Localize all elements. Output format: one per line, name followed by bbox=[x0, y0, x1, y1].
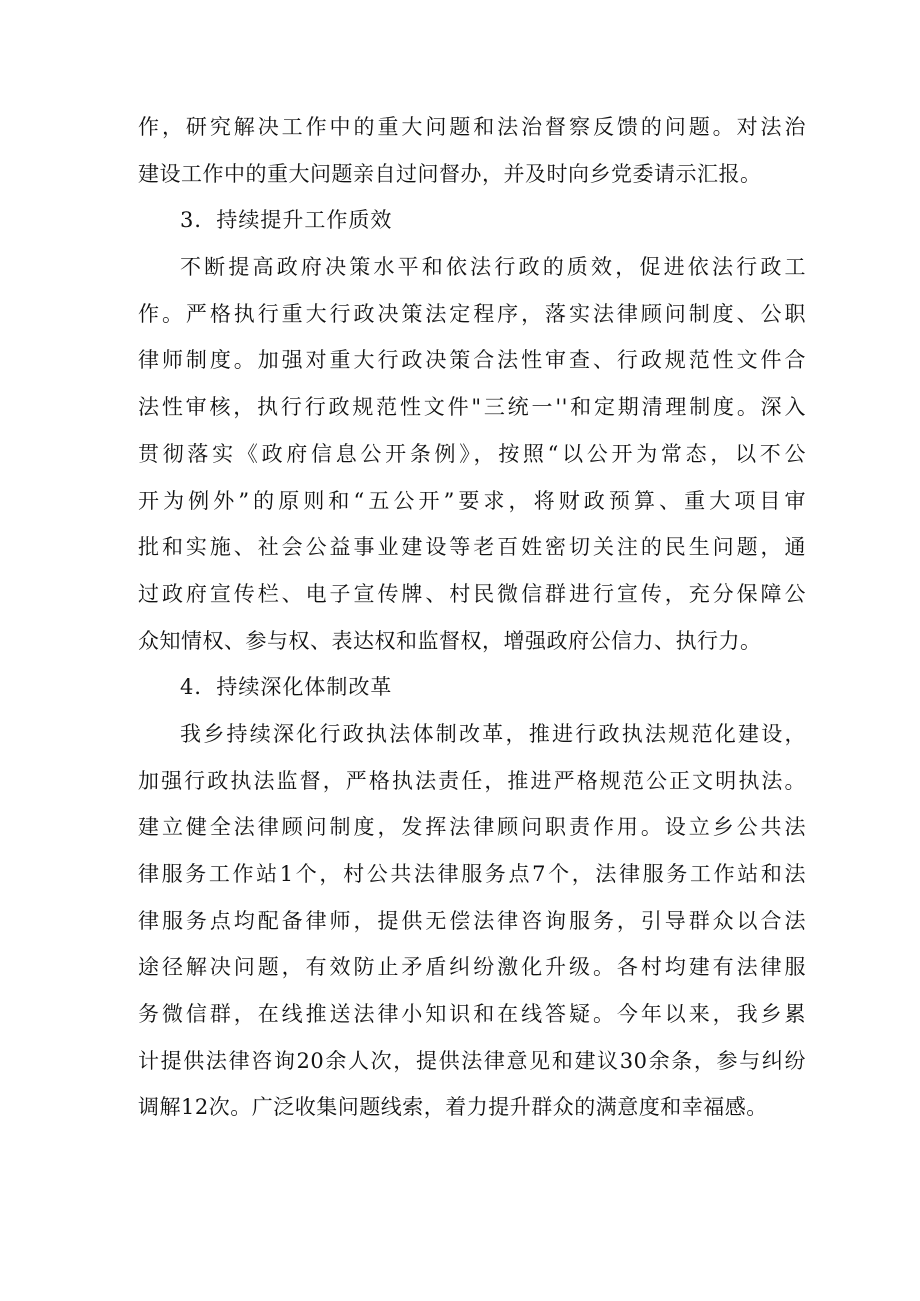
paragraph-line: 过政府宣传栏、电子宣传牌、村民微信群进行宣传，充分保障公 bbox=[138, 581, 806, 606]
paragraph-line: 律服务点均配备律师，提供无偿法律咨询服务，引导群众以合法 bbox=[138, 908, 806, 933]
paragraph-line: 加强行政执法监督，严格执法责任，推进严格规范公正文明执法。 bbox=[138, 768, 806, 793]
paragraph-line: 律师制度。加强对重大行政决策合法性审查、行政规范性文件合 bbox=[138, 348, 806, 373]
section-heading-3: 3．持续提升工作质效 bbox=[180, 208, 393, 233]
paragraph-line: 众知情权、参与权、表达权和监督权，增强政府公信力、执行力。 bbox=[138, 628, 762, 653]
document-body bbox=[138, 104, 806, 1131]
paragraph-3 bbox=[138, 711, 806, 1131]
paragraph-line: 途径解决问题，有效防止矛盾纠纷激化升级。各村均建有法律服 bbox=[138, 955, 806, 980]
paragraph-line: 作，研究解决工作中的重大问题和法治督察反馈的问题。对法治 bbox=[138, 115, 806, 139]
paragraph-line: 开为例外”的原则和“五公开”要求，将财政预算、重大项目审 bbox=[138, 488, 806, 513]
section-heading-4: 4．持续深化体制改革 bbox=[180, 675, 393, 700]
paragraph-line: 务微信群，在线推送法律小知识和在线答疑。今年以来，我乡累 bbox=[138, 1002, 806, 1027]
paragraph-line: 调解12次。广泛收集问题线索，着力提升群众的满意度和幸福感。 bbox=[138, 1095, 768, 1120]
paragraph-line: 法性审核，执行行政规范性文件"三统一''和定期清理制度。深入 bbox=[138, 395, 806, 420]
paragraph-line: 我乡持续深化行政执法体制改革，推进行政执法规范化建设， bbox=[180, 721, 806, 746]
paragraph-line: 律服务工作站1个，村公共法律服务点7个，法律服务工作站和法 bbox=[138, 862, 806, 886]
paragraph-line: 贯彻落实《政府信息公开条例》，按照“以公开为常态，以不公 bbox=[138, 441, 806, 466]
paragraph-line: 不断提高政府决策水平和依法行政的质效，促进依法行政工 bbox=[180, 255, 806, 280]
paragraph-1 bbox=[138, 104, 806, 197]
paragraph-line: 建设工作中的重大问题亲自过问督办，并及时向乡党委请示汇报。 bbox=[138, 161, 762, 186]
paragraph-line: 批和实施、社会公益事业建设等老百姓密切关注的民生问题，通 bbox=[138, 535, 806, 560]
paragraph-line: 作。严格执行重大行政决策法定程序，落实法律顾问制度、公职 bbox=[138, 301, 806, 326]
paragraph-line: 计提供法律咨询20余人次，提供法律意见和建议30余条，参与纠纷 bbox=[138, 1048, 806, 1073]
paragraph-2 bbox=[138, 244, 806, 664]
paragraph-line: 建立健全法律顾问制度，发挥法律顾问职责作用。设立乡公共法 bbox=[138, 815, 806, 840]
